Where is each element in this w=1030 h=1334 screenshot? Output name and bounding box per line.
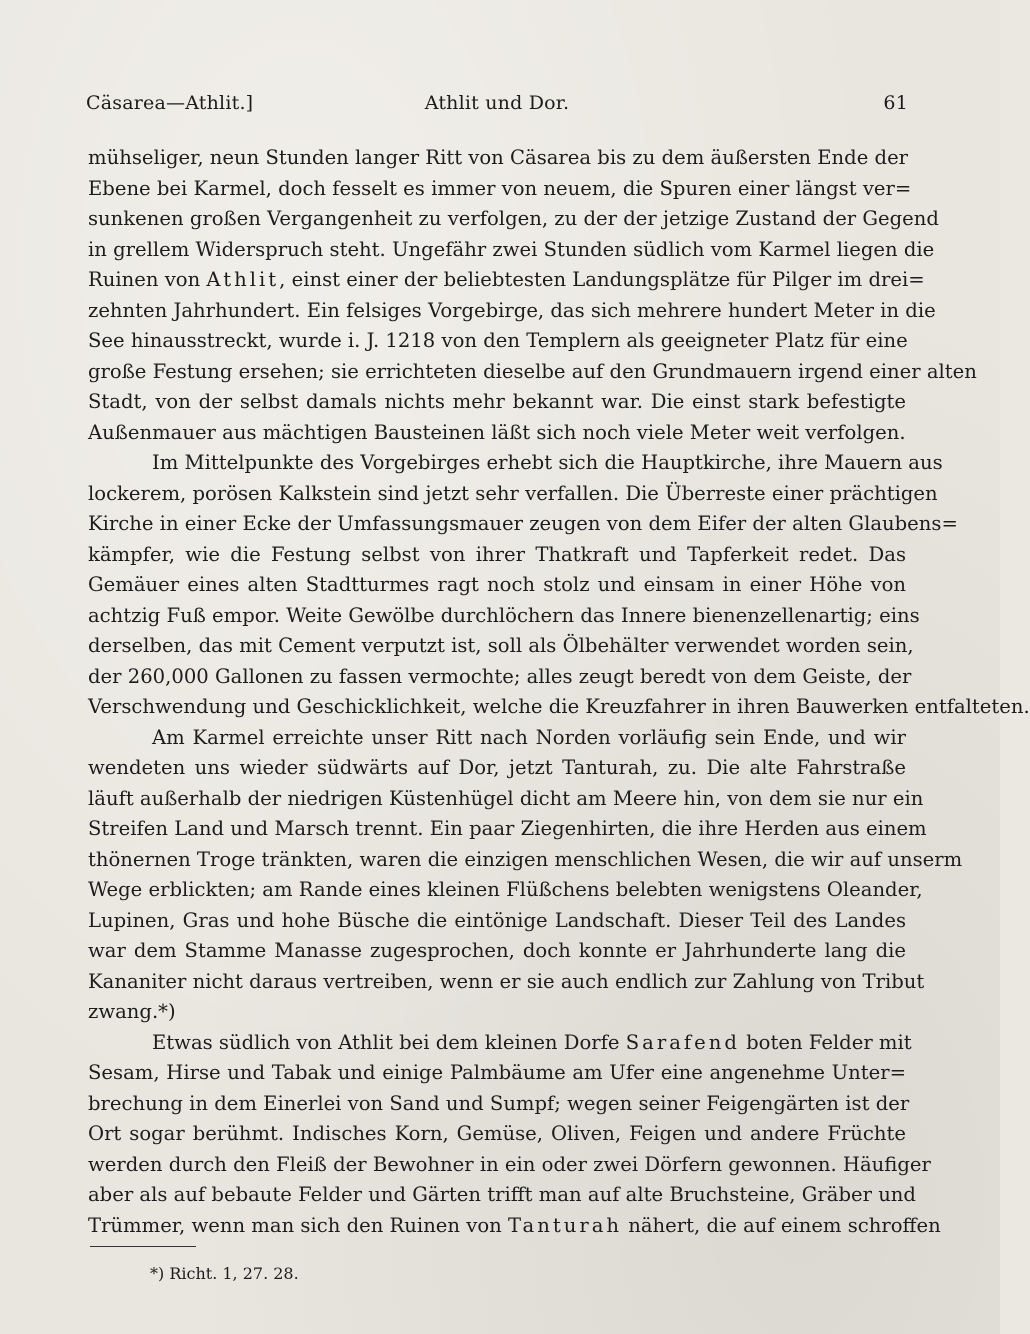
footnote-divider — [90, 1246, 196, 1247]
text-line: war dem Stamme Manasse zugesprochen, doch konnte er Jahrhunderte lang die — [88, 939, 906, 962]
text-line: See hinausstreckt, wurde i. J. 1218 von den Templern als geeigneter Platz für eine — [88, 329, 908, 352]
text-line: Kirche in einer Ecke der Umfassungsmauer zeugen von dem Eifer der alten Glaubens= — [88, 512, 958, 535]
text-line: der 260,000 Gallonen zu fassen vermochte; alles zeugt beredt von dem Geiste, der — [88, 664, 912, 688]
place-name-tanturah: Tanturah — [507, 1213, 622, 1237]
text-line: Ort sogar berühmt. Indisches Korn, Gemüse, Oliven, Feigen und andere Früchte — [88, 1122, 906, 1145]
text-line: Trümmer, wenn man sich den Ruinen von Tanturah nähert, die auf einem schroffen — [88, 1213, 941, 1237]
page-number: 61 — [883, 92, 908, 114]
text-line: große Festung ersehen; sie errichteten dieselbe auf den Grundmauern irgend einer alten — [88, 359, 977, 383]
text-line: Verschwendung und Geschicklichkeit, welche die Kreuzfahrer in ihren Bauwerken entfalteten. — [88, 695, 1030, 718]
footnote: *) Richt. 1, 27. 28. — [150, 1264, 299, 1283]
text-line: Streifen Land und Marsch trennt. Ein paar Ziegenhirten, die ihre Herden aus einem — [88, 817, 927, 840]
place-name-sarafend: Sarafend — [625, 1030, 740, 1054]
text-line: Im Mittelpunkte des Vorgebirges erhebt sich die Hauptkirche, ihre Mauern aus — [152, 451, 943, 474]
text-line: thönernen Troge tränkten, waren die einzigen menschlichen Wesen, die wir auf unserm — [88, 847, 963, 871]
text-line: brechung in dem Einerlei von Sand und Sumpf; wegen seiner Feigengärten ist der — [88, 1091, 910, 1115]
text-line: lockerem, porösen Kalkstein sind jetzt sehr verfallen. Die Überreste einer prächtigen — [88, 481, 938, 505]
main-text — [88, 143, 1030, 1241]
text-line: Außenmauer aus mächtigen Bausteinen läßt sich noch viele Meter weit verfolgen. — [88, 420, 906, 444]
text-line: Etwas südlich von Athlit bei dem kleinen Dorfe Sarafend boten Felder mit — [152, 1030, 912, 1054]
text-line: Ebene bei Karmel, doch fesselt es immer von neuem, die Spuren einer längst ver= — [88, 176, 912, 200]
text-line: kämpfer, wie die Festung selbst von ihrer Thatkraft und Tapferkeit redet. Das — [88, 542, 906, 566]
text-line: achtzig Fuß empor. Weite Gewölbe durchlöchern das Innere bienenzellenartig; eins — [88, 603, 920, 627]
text-line: Am Karmel erreichte unser Ritt nach Norden vorläufig sein Ende, und wir — [152, 725, 906, 749]
text-line: Ruinen von Athlit, einst einer der beliebtesten Landungsplätze für Pilger im drei= — [88, 268, 925, 291]
text-line: zehnten Jahrhundert. Ein felsiges Vorgebirge, das sich mehrere hundert Meter in die — [88, 298, 936, 322]
text-line: mühseliger, neun Stunden langer Ritt von Cäsarea bis zu dem äußersten Ende der — [88, 146, 909, 169]
header-section-title: Cäsarea—Athlit.] — [86, 92, 254, 114]
place-name-athlit: Athlit — [206, 268, 280, 291]
header-chapter-title: Athlit und Dor. — [424, 92, 570, 114]
text-line: aber als auf bebaute Felder und Gärten trifft man auf alte Bruchsteine, Gräber und — [88, 1183, 916, 1206]
text-line: sunkenen großen Vergangenheit zu verfolgen, zu der der jetzige Zustand der Gegend — [88, 207, 939, 230]
text-line: wendeten uns wieder südwärts auf Dor, jetzt Tanturah, zu. Die alte Fahrstraße — [88, 756, 906, 779]
text-line: Gemäuer eines alten Stadtturmes ragt noch stolz und einsam in einer Höhe von — [88, 573, 906, 596]
text-line: Sesam, Hirse und Tabak und einige Palmbäume am Ufer eine angenehme Unter= — [88, 1061, 906, 1084]
text-line: läuft außerhalb der niedrigen Küstenhügel dicht am Meere hin, von dem sie nur ein — [88, 786, 924, 810]
text-line: Lupinen, Gras und hohe Büsche die eintönige Landschaft. Dieser Teil des Landes — [88, 908, 906, 932]
text-line: werden durch den Fleiß der Bewohner in ein oder zwei Dörfern gewonnen. Häufiger — [88, 1152, 931, 1176]
text-line: Wege erblickten; am Rande eines kleinen Flüßchens belebten wenigstens Oleander, — [88, 878, 923, 901]
running-header — [86, 92, 908, 122]
text-line: zwang.*) — [88, 1000, 176, 1023]
text-line: Kananiter nicht daraus vertreiben, wenn er sie auch endlich zur Zahlung von Tribut — [88, 969, 925, 993]
text-line: derselben, das mit Cement verputzt ist, soll als Ölbehälter verwendet worden sein, — [88, 634, 914, 657]
text-line: in grellem Widerspruch steht. Ungefähr zwei Stunden südlich vom Karmel liegen die — [88, 237, 935, 261]
text-line: Stadt, von der selbst damals nichts mehr bekannt war. Die einst stark befestigte — [88, 390, 906, 413]
